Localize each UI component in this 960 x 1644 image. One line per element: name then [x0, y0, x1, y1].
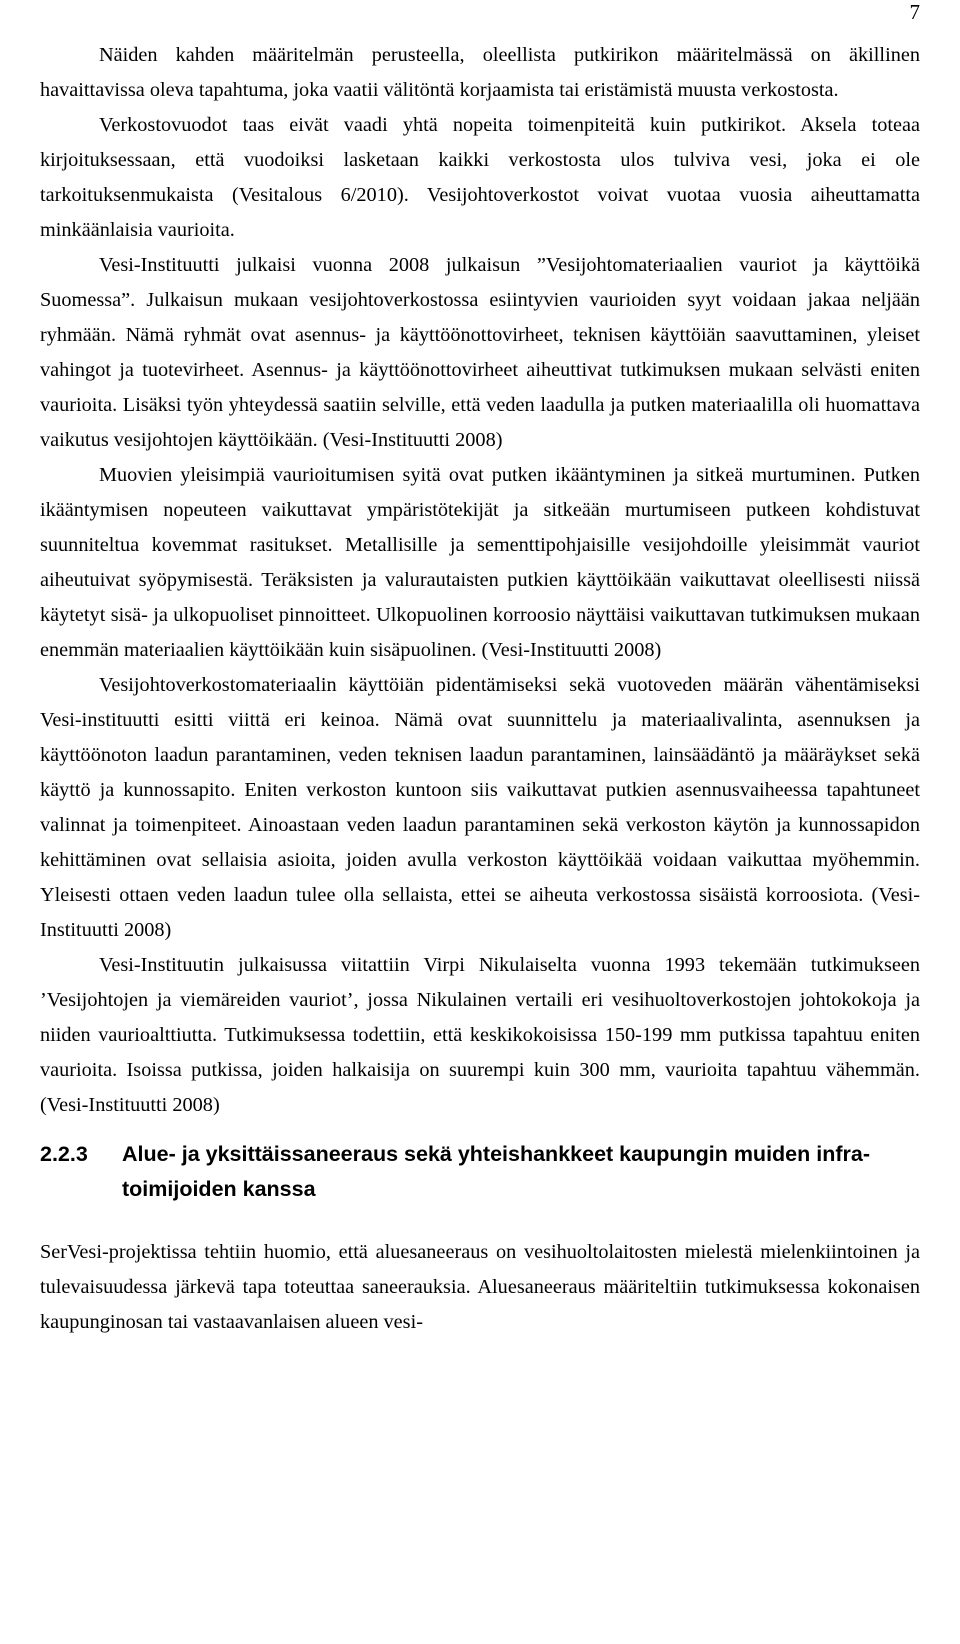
- paragraph: Vesi-Instituutti julkaisi vuonna 2008 julkaisun ”Vesijohtomateriaalien vauriot ja käyttöikä Suomessa”. Julkaisun mukaan vesijohtoverkostossa esiintyvien vaurioiden syyt voidaan jakaa neljään ryhmään. Nämä ryhmät ovat asennus- ja käyttöönottovirheet, teknisen käyttöiän saavuttaminen, yleiset vahingot ja tuotevirheet. Asennus- ja käyttöönottovirheet aiheuttivat tutkimuksen mukaan selvästi eniten vaurioita. Lisäksi työn yhteydessä saatiin selville, että veden laadulla ja putken materiaalilla oli huomattava vaikutus vesijohtojen käyttöikään. (Vesi-Instituutti 2008): [40, 254, 920, 451]
- paragraph: Verkostovuodot taas eivät vaadi yhtä nopeita toimenpiteitä kuin putkirikot. Aksela toteaa kirjoituksessaan, että vuodoiksi lasketaan kaikki verkostosta ulos tulviva vesi, joka ei ole tarkoituksenmukaista (Vesitalous 6/2010). Vesijohtoverkostot voivat vuotaa vuosia aiheuttamatta minkäänlaisia vaurioita.: [40, 114, 920, 241]
- body-text: [40, 38, 920, 1340]
- paragraph: Muovien yleisimpiä vaurioitumisen syitä ovat putken ikääntyminen ja sitkeä murtuminen. Putken ikääntymisen nopeuteen vaikuttavat ympäristötekijät ja sitkeään murtumiseen putkeen kohdistuvat suunniteltua kovemmat rasitukset. Metallisille ja sementtipohjaisille vesijohdoille yleisimmät vauriot aiheutuivat syöpymisestä. Teräksisten ja valurautaisten putkien käyttöikään vaikuttavat oleellisesti niissä käytetyt sisä- ja ulkopuoliset pinnoitteet. Ulkopuolinen korroosio näyttäisi vaikuttavan tutkimuksen mukaan enemmän materiaalien käyttöikään kuin sisäpuolinen. (Vesi-Instituutti 2008): [40, 464, 920, 661]
- section-heading: [40, 1137, 920, 1207]
- paragraph: SerVesi-projektissa tehtiin huomio, että aluesaneeraus on vesihuoltolaitosten mielestä mielenkiintoinen ja tulevaisuudessa järkevä tapa toteuttaa saneerauksia. Aluesaneeraus määriteltiin tutkimuksessa kokonaisen kaupunginosan tai vastaavanlaisen alueen vesi-: [40, 1241, 920, 1333]
- page-number: 7: [909, 0, 920, 24]
- section-title: Alue- ja yksittäissaneeraus sekä yhteishankkeet kaupungin muiden infra-toimijoiden kanssa: [122, 1142, 870, 1201]
- paragraph: Näiden kahden määritelmän perusteella, oleellista putkirikon määritelmässä on äkillinen havaittavissa oleva tapahtuma, joka vaatii välitöntä korjaamista tai eristämistä muusta verkostosta.: [40, 44, 920, 101]
- section-number: 2.2.3: [40, 1142, 88, 1166]
- paragraph: Vesijohtoverkostomateriaalin käyttöiän pidentämiseksi sekä vuotoveden määrän vähentämiseksi Vesi-instituutti esitti viittä eri keinoa. Nämä ovat suunnittelu ja materiaalivalinta, asennuksen ja käyttöönoton laadun parantaminen, veden teknisen laadun parantaminen, lainsäädäntö ja määräykset sekä käyttö ja kunnossapito. Eniten verkoston kuntoon siis vaikuttavat putkien asennusvaiheessa tapahtuneet valinnat ja toimenpiteet. Ainoastaan veden laadun parantaminen sekä verkoston käytön ja kunnossapidon kehittäminen ovat sellaisia asioita, joiden avulla verkoston käyttöikää voidaan vaikuttaa myöhemmin. Yleisesti ottaen veden laadun tulee olla sellaista, ettei se aiheuta verkostossa sisäistä korroosiota. (Vesi-Instituutti 2008): [40, 674, 920, 941]
- paragraph: Vesi-Instituutin julkaisussa viitattiin Virpi Nikulaiselta vuonna 1993 tekemään tutkimukseen ’Vesijohtojen ja viemäreiden vauriot’, jossa Nikulainen vertaili eri vesihuoltoverkostojen johtokokoja ja niiden vaurioalttiutta. Tutkimuksessa todettiin, että keskikokoisissa 150-199 mm putkissa tapahtuu eniten vaurioita. Isoissa putkissa, joiden halkaisija on suurempi kuin 300 mm, vaurioita tapahtuu vähemmän. (Vesi-Instituutti 2008): [40, 954, 920, 1116]
